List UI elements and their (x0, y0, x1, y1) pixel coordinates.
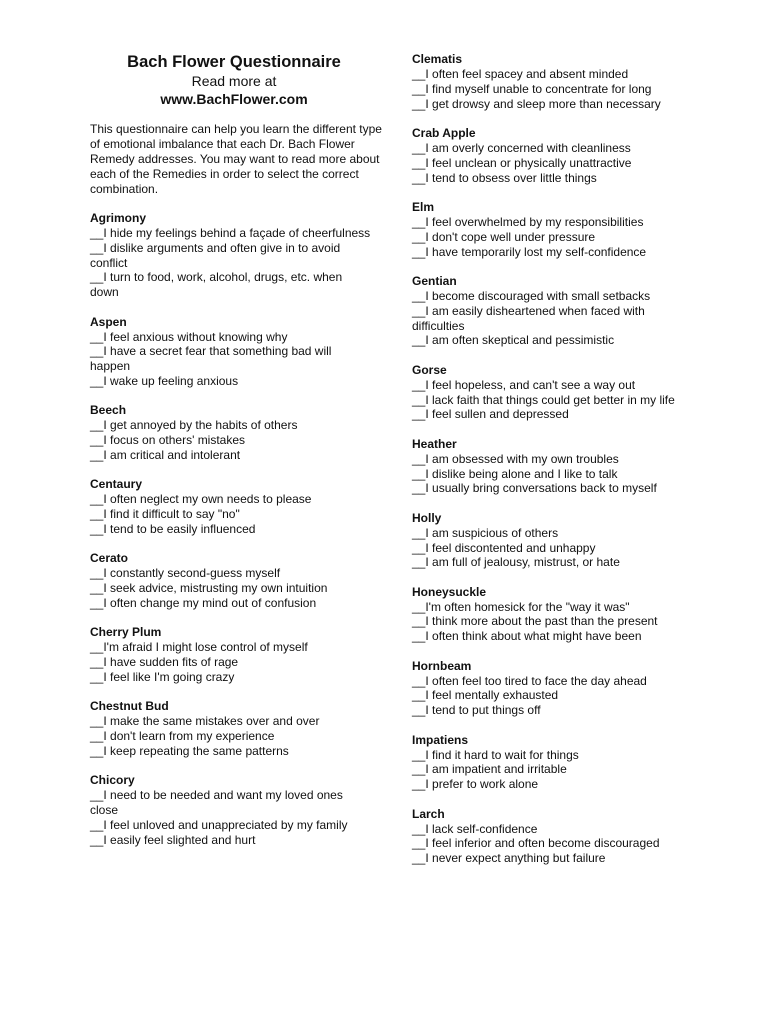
section-hornbeam (412, 659, 712, 718)
questionnaire-item: __I often change my mind out of confusion (90, 595, 317, 610)
questionnaire-item: __I find it hard to wait for things (412, 747, 579, 762)
questionnaire-item: __I am full of jealousy, mistrust, or hate (412, 555, 620, 570)
questionnaire-item: __I'm often homesick for the "way it was" (412, 599, 630, 614)
section-title: Centaury (90, 477, 143, 492)
questionnaire-item: __I am often skeptical and pessimistic (412, 333, 615, 348)
section-larch (412, 807, 712, 866)
section-holly (412, 511, 712, 570)
left-column (90, 52, 390, 862)
questionnaire-item: __I often feel spacey and absent minded (412, 67, 629, 81)
section-beech (90, 403, 390, 462)
questionnaire-item: __I often neglect my own needs to please (90, 492, 312, 507)
section-title: Cherry Plum (90, 625, 162, 640)
questionnaire-item: __I feel anxious without knowing why (90, 329, 288, 344)
questionnaire-item: __I often feel too tired to face the day ahead (412, 673, 647, 688)
questionnaire-item: __I often think about what might have been (412, 629, 642, 644)
questionnaire-item: __I dislike being alone and I like to talk (412, 466, 618, 481)
section-title: Chicory (90, 773, 135, 788)
section-title: Holly (412, 510, 442, 525)
questionnaire-item: __I seek advice, mistrusting my own intuition (90, 581, 328, 596)
questionnaire-item: __I lack faith that things could get better in my life (412, 392, 675, 407)
section-crab-apple (412, 126, 712, 185)
questionnaire-item: __I focus on others' mistakes (90, 433, 246, 448)
left-section-list (90, 211, 390, 847)
questionnaire-item: __I have temporarily lost my self-confidence (412, 244, 647, 259)
section-heather (412, 437, 712, 496)
section-title: Elm (412, 199, 435, 214)
questionnaire-item: __I am overly concerned with cleanliness (412, 140, 631, 155)
questionnaire-item: __I dislike arguments and often give in to avoid conflict (90, 240, 341, 270)
questionnaire-item: __I become discouraged with small setbacks (412, 288, 651, 303)
questionnaire-item: __I hide my feelings behind a façade of cheerfulness (90, 226, 371, 240)
questionnaire-item: __I have a secret fear that something bad will happen (90, 344, 332, 374)
section-title: Honeysuckle (412, 584, 487, 599)
page-title: Bach Flower Questionnaire (127, 53, 341, 71)
questionnaire-item: __I find it difficult to say "no" (90, 507, 240, 522)
section-elm (412, 200, 712, 259)
questionnaire-item: __I feel unclean or physically unattractive (412, 155, 632, 170)
right-section-list (412, 52, 712, 866)
section-honeysuckle (412, 585, 712, 644)
questionnaire-item: __I turn to food, work, alcohol, drugs, etc. when down (90, 270, 343, 300)
section-aspen (90, 315, 390, 389)
section-centaury (90, 477, 390, 536)
questionnaire-item: __I find myself unable to concentrate for long (412, 81, 652, 96)
questionnaire-item: __I lack self-confidence (412, 821, 538, 836)
questionnaire-item: __I tend to be easily influenced (90, 521, 256, 536)
section-title: Clematis (412, 52, 463, 66)
questionnaire-item: __I am critical and intolerant (90, 447, 241, 462)
questionnaire-item: __I have sudden fits of rage (90, 655, 239, 670)
questionnaire-item: __I make the same mistakes over and over (90, 714, 320, 729)
questionnaire-item: __I don't learn from my experience (90, 729, 275, 744)
questionnaire-item: __I keep repeating the same patterns (90, 743, 289, 758)
questionnaire-item: __I need to be needed and want my loved ones close (90, 788, 343, 818)
questionnaire-item: __I wake up feeling anxious (90, 373, 239, 388)
read-more-text: Read more at (191, 73, 277, 89)
questionnaire-item: __I tend to put things off (412, 703, 541, 718)
section-gentian (412, 274, 712, 348)
questionnaire-item: __I feel inferior and often become discouraged (412, 836, 660, 851)
questionnaire-item: __I'm afraid I might lose control of myself (90, 640, 308, 655)
questionnaire-item: __I am easily disheartened when faced with difficulties (412, 303, 645, 333)
section-agrimony (90, 211, 390, 300)
section-title: Cerato (90, 551, 129, 566)
section-chestnut-bud (90, 699, 390, 758)
intro-paragraph: This questionnaire can help you learn the different type of emotional imbalance that each Dr. Bach Flower Remedy addresses. You may want to read more about each of the Remedies in order to select the correct combination. (90, 122, 382, 196)
questionnaire-item: __I usually bring conversations back to myself (412, 481, 657, 496)
questionnaire-item: __I tend to obsess over little things (412, 170, 597, 185)
questionnaire-item: __I feel sullen and depressed (412, 407, 569, 422)
page-header (90, 52, 378, 108)
questionnaire-item: __I am obsessed with my own troubles (412, 451, 619, 466)
website-link[interactable]: www.BachFlower.com (160, 91, 308, 107)
section-gorse (412, 363, 712, 422)
section-impatiens (412, 733, 712, 792)
questionnaire-item: __I prefer to work alone (412, 777, 539, 792)
right-column (412, 52, 712, 881)
questionnaire-item: __I never expect anything but failure (412, 851, 606, 866)
questionnaire-item: __I constantly second-guess myself (90, 566, 281, 581)
section-title: Agrimony (90, 211, 147, 225)
section-cerato (90, 551, 390, 610)
questionnaire-item: __I feel hopeless, and can't see a way out (412, 377, 636, 392)
questionnaire-item: __I get annoyed by the habits of others (90, 418, 298, 433)
questionnaire-item: __I feel unloved and unappreciated by my family (90, 817, 348, 832)
questionnaire-item: __I get drowsy and sleep more than necessary (412, 96, 661, 111)
section-clematis (412, 52, 712, 111)
questionnaire-item: __I feel mentally exhausted (412, 688, 559, 703)
section-title: Crab Apple (412, 125, 476, 140)
section-title: Hornbeam (412, 658, 472, 673)
questionnaire-item: __I feel overwhelmed by my responsibilities (412, 214, 644, 229)
questionnaire-item: __I don't cope well under pressure (412, 229, 596, 244)
questionnaire-item: __I feel like I'm going crazy (90, 669, 235, 684)
section-title: Aspen (90, 314, 127, 329)
section-title: Gorse (412, 362, 447, 377)
section-title: Beech (90, 403, 127, 418)
section-cherry-plum (90, 625, 390, 684)
questionnaire-item: __I am impatient and irritable (412, 762, 567, 777)
questionnaire-item: __I feel discontented and unhappy (412, 540, 596, 555)
section-title: Gentian (412, 273, 457, 288)
questionnaire-item: __I am suspicious of others (412, 525, 559, 540)
questionnaire-item: __I easily feel slighted and hurt (90, 832, 256, 847)
section-title: Impatiens (412, 732, 469, 747)
section-title: Heather (412, 436, 457, 451)
section-title: Larch (412, 806, 445, 821)
section-title: Chestnut Bud (90, 699, 169, 714)
section-chicory (90, 773, 390, 847)
questionnaire-item: __I think more about the past than the present (412, 614, 658, 629)
